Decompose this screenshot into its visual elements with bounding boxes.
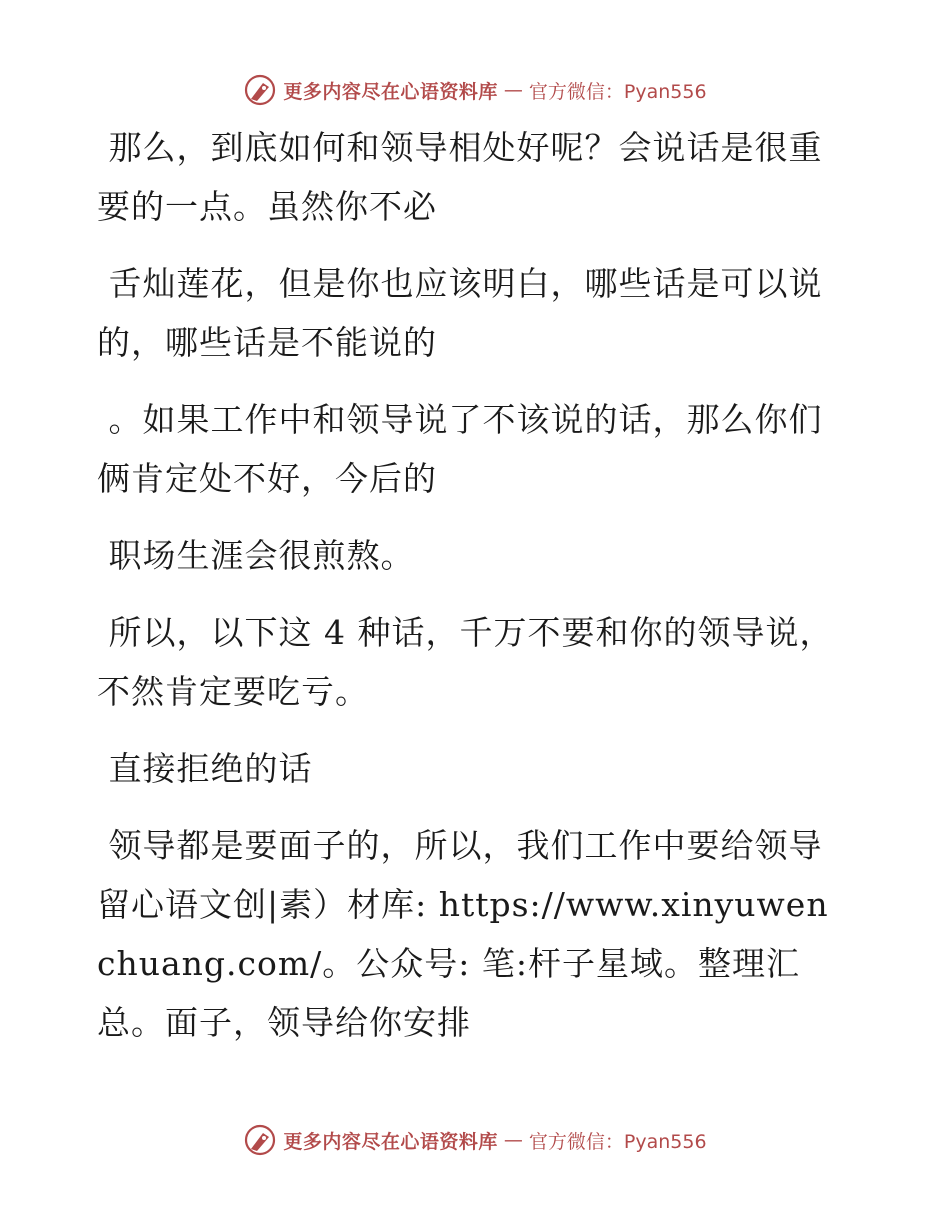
paragraph: 领导都是要面子的，所以，我们工作中要给领导留心语文创|素）材库: https://www.xinyuwenchuang.com/。公众号: 笔:杆子星域。整理汇总。面子，领导给你安排 (97, 826, 829, 1042)
watermark-contact: 官方微信：Pyan556 (528, 80, 707, 103)
paragraph: 所以，以下这 4 种话，千万不要和你的领导说，不然肯定要吃亏。 (97, 613, 834, 711)
watermark-separator: — (503, 79, 523, 101)
paragraph: 舌灿莲花，但是你也应该明白，哪些话是可以说的，哪些话是不能说的 (97, 264, 823, 362)
paragraph: 那么，到底如何和领导相处好呢？会说话是很重要的一点。虽然你不必 (97, 128, 823, 226)
watermark-text: 更多内容尽在心语资料库 (283, 80, 498, 103)
paragraph: 。如果工作中和领导说了不该说的话，那么你们俩肯定处不好，今后的 (97, 400, 823, 498)
pen-nib-logo-icon (243, 1123, 277, 1157)
footer-watermark (0, 1120, 950, 1160)
section-heading: 直接拒绝的话 (97, 749, 313, 788)
paragraph: 职场生涯会很煎熬。 (97, 536, 415, 575)
header-watermark (0, 70, 950, 110)
watermark-text: 更多内容尽在心语资料库 (283, 1130, 498, 1153)
pen-nib-logo-icon (243, 73, 277, 107)
document-body (97, 118, 837, 1070)
watermark-separator: — (503, 1129, 523, 1151)
watermark-contact: 官方微信：Pyan556 (528, 1130, 707, 1153)
